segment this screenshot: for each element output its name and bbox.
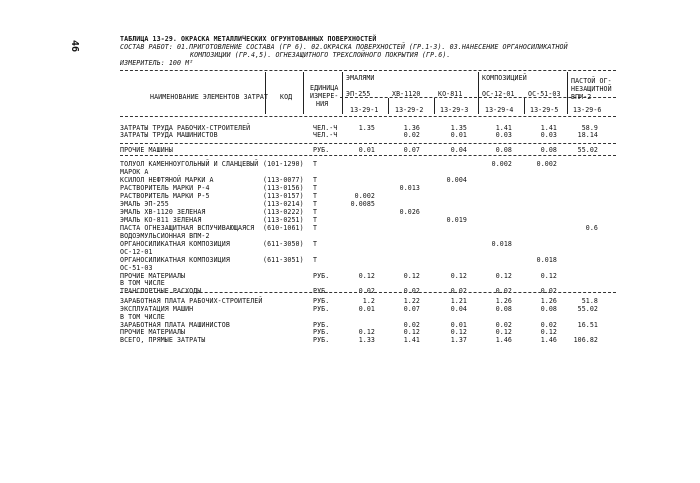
row-name: ЭМАЛЬ ЭП-255 [120,200,169,208]
meter-unit: ИЗМЕРИТЕЛЬ: 100 М² [120,59,194,67]
header-group-enamels: ЭМАЛЯМИ [346,74,375,82]
row-name: ВСЕГО, ПРЯМЫЕ ЗАТРАТЫ [120,336,206,344]
work-composition-line1: СОСТАВ РАБОТ: 01.ПРИГОТОВЛЕНИЕ СОСТАВА (ГР 6). 02.ОКРАСКА ПОВЕРХНОСТЕЙ (ГР.1-3). 03.НАНЕСЕНИЕ ОРГАНОСИЛИКАТНОЙ [120,43,568,51]
row-value-col-3: 0.01 [450,321,467,329]
row-value-col-4: 0.12 [495,328,512,336]
row-unit: Т [313,208,318,216]
row-unit: РУБ. [313,336,330,344]
row-value-col-4: 0.08 [495,146,512,154]
row-code: (113-0156) [263,184,304,192]
row-value-col-1: 1.33 [358,336,375,344]
header-code-5: 13-29-5 [530,106,559,114]
row-value-col-3: 0.02 [450,287,467,295]
row-value-col-1: 0.002 [354,192,375,200]
row-value-col-2: 1.41 [403,336,420,344]
row-value-col-1: 0.02 [358,287,375,295]
row-value-col-2: 0.07 [403,305,420,313]
row-value-col-5: 0.08 [540,146,557,154]
row-value-col-6: 16.51 [577,321,598,329]
page-number: 46 [69,40,80,53]
row-code: (101-1290) [263,160,304,168]
row-name: ЗАРАБОТНАЯ ПЛАТА РАБОЧИХ-СТРОИТЕЛЕЙ [120,297,263,305]
row-value-col-6: 106.82 [573,336,598,344]
row-value-col-1: 1.2 [362,297,375,305]
row-value-col-4: 0.08 [495,305,512,313]
row-name: ОРГАНОСИЛИКАТНАЯ КОМПОЗИЦИЯ [120,256,230,264]
row-unit: Т [313,200,318,208]
header-divider-5 [567,72,568,114]
row-name: РАСТВОРИТЕЛЬ МАРКИ Р-4 [120,184,210,192]
row-value-col-5: 0.018 [536,256,557,264]
row-unit: РУБ. [313,305,330,313]
row-value-col-5: 0.002 [536,160,557,168]
row-name: В ТОМ ЧИСЛЕ [120,279,165,287]
table-title: ТАБЛИЦА 13-29. ОКРАСКА МЕТАЛЛИЧЕСКИХ ОГРУНТОВАННЫХ ПОВЕРХНОСТЕЙ [120,35,377,43]
row-value-col-5: 1.46 [540,336,557,344]
row-unit: РУБ. [313,328,330,336]
row-value-col-2: 0.013 [399,184,420,192]
row-name: РАСТВОРИТЕЛЬ МАРКИ Р-5 [120,192,210,200]
row-value-col-4: 0.12 [495,272,512,280]
header-divider-4 [478,72,479,114]
row-name: МАРОК А [120,168,149,176]
row-value-col-1: 0.01 [358,305,375,313]
row-value-col-2: 0.02 [403,321,420,329]
row-value-col-1: 1.35 [358,124,375,132]
row-name: ЗАТРАТЫ ТРУДА РАБОЧИХ-СТРОИТЕЛЕЙ [120,124,251,132]
header-bottom-rule [120,116,616,117]
header-top-rule [120,70,616,71]
row-value-col-4: 0.018 [491,240,512,248]
work-composition-line2: КОМПОЗИЦИИ (ГР.4,5). ОГНЕЗАЩИТНОГО ТРЕХСЛОЙНОГО ПОКРЫТИЯ (ГР.6). [190,51,451,59]
row-name: ЗАТРАТЫ ТРУДА МАШИНИСТОВ [120,131,218,139]
row-value-col-6: 55.02 [577,146,598,154]
row-value-col-4: 1.26 [495,297,512,305]
row-name: ЭМАЛЬ ХВ-1120 ЗЕЛЕНАЯ [120,208,206,216]
row-value-col-4: 0.002 [491,160,512,168]
header-code-1: 13-29-1 [350,106,379,114]
row-unit: Т [313,256,318,264]
section-rule-1 [120,143,616,144]
row-code: (113-0157) [263,192,304,200]
header-name: НАИМЕНОВАНИЕ ЭЛЕМЕНТОВ ЗАТРАТ [150,93,269,101]
header-col-5: ОС-51-03 [528,90,561,98]
row-value-col-3: 1.21 [450,297,467,305]
row-value-col-5: 0.12 [540,272,557,280]
row-unit: РУБ. [313,146,330,154]
row-unit: Т [313,192,318,200]
row-unit: Т [313,184,318,192]
row-unit: РУБ. [313,272,330,280]
row-value-col-3: 0.12 [450,328,467,336]
header-divider-2 [303,72,304,114]
row-value-col-2: 0.02 [403,131,420,139]
header-col-4: ОС-12-01 [482,90,515,98]
row-value-col-6: 55.02 [577,305,598,313]
header-unit-2: ИЗМЕРЕ- [310,92,339,100]
row-code: (113-0222) [263,208,304,216]
row-name: ОС-12-01 [120,248,153,256]
row-name: В ТОМ ЧИСЛЕ [120,313,165,321]
row-unit: РУБ. [313,297,330,305]
header-divider-3 [342,72,343,114]
row-name: ЭКСПЛУАТАЦИЯ МАШИН [120,305,194,313]
row-value-col-1: 0.12 [358,328,375,336]
section-rule-2 [120,155,616,156]
row-value-col-3: 0.004 [446,176,467,184]
row-value-col-3: 1.35 [450,124,467,132]
row-unit: Т [313,240,318,248]
row-value-col-3: 0.01 [450,131,467,139]
row-unit: Т [313,176,318,184]
header-col-3: КО-811 [438,90,463,98]
row-value-col-2: 1.22 [403,297,420,305]
row-name: КСИЛОЛ НЕФТЯНОЙ МАРКИ А [120,176,214,184]
header-col-2: ХВ-1120 [392,90,421,98]
row-value-col-5: 1.26 [540,297,557,305]
header-group-composition: КОМПОЗИЦИЕЙ [482,74,527,82]
header-group-paste-1: ПАСТОЙ ОГ- [571,77,612,85]
header-col-6: ВПМ-2 [571,93,592,101]
row-value-col-4: 0.03 [495,131,512,139]
row-name: ЗАРАБОТНАЯ ПЛАТА МАШИНИСТОВ [120,321,230,329]
row-unit: Т [313,160,318,168]
header-col-1: ЭП-255 [346,90,371,98]
row-name: ОРГАНОСИЛИКАТНАЯ КОМПОЗИЦИЯ [120,240,230,248]
row-unit: РУБ. [313,287,330,295]
row-value-col-5: 0.02 [540,287,557,295]
row-value-col-1: 0.0085 [350,200,375,208]
row-unit: ЧЕЛ.-Ч [313,124,338,132]
row-name: ПРОЧИЕ МАТЕРИАЛЫ [120,272,186,280]
row-value-col-2: 0.02 [403,287,420,295]
row-name: ПРОЧИЕ МАТЕРИАЛЫ [120,328,186,336]
row-value-col-2: 0.07 [403,146,420,154]
row-name: ПАСТА ОГНЕЗАЩИТНАЯ ВСПУЧИВАЮЩАЯСЯ [120,224,255,232]
header-code: КОД [280,93,293,101]
row-code: (113-0077) [263,176,304,184]
row-value-col-5: 0.12 [540,328,557,336]
row-code: (611-3050) [263,240,304,248]
header-code-4: 13-29-4 [485,106,514,114]
header-unit-1: ЕДИНИЦА [310,84,339,92]
row-value-col-6: 18.14 [577,131,598,139]
header-divider-7 [434,98,435,114]
row-unit: РУБ. [313,321,330,329]
row-value-col-5: 0.08 [540,305,557,313]
row-code: (113-0251) [263,216,304,224]
row-value-col-2: 0.12 [403,272,420,280]
row-value-col-5: 0.03 [540,131,557,139]
row-name: ТРАНСПОРТНЫЕ РАСХОДЫ [120,287,202,295]
header-code-6: 13-29-6 [573,106,602,114]
row-unit: Т [313,224,318,232]
row-name: ВОДОЭМУЛЬСИОННАЯ ВПМ-2 [120,232,210,240]
row-code: (611-3051) [263,256,304,264]
row-value-col-4: 1.41 [495,124,512,132]
row-value-col-4: 0.02 [495,287,512,295]
row-code: (610-1061) [263,224,304,232]
row-name: ПРОЧИЕ МАШИНЫ [120,146,173,154]
header-code-3: 13-29-3 [440,106,469,114]
section-rule-3 [120,292,616,293]
row-value-col-3: 0.12 [450,272,467,280]
row-value-col-3: 0.04 [450,305,467,313]
row-name: ТОЛУОЛ КАМЕННОУГОЛЬНЫЙ И СЛАНЦЕВЫЙ [120,160,259,168]
row-value-col-5: 1.41 [540,124,557,132]
row-value-col-1: 0.12 [358,272,375,280]
row-value-col-6: 51.8 [581,297,598,305]
row-name: ОС-51-03 [120,264,153,272]
row-name: ЭМАЛЬ КО-811 ЗЕЛЕНАЯ [120,216,202,224]
header-group-paste-2: НЕЗАЩИТНОЙ [571,85,612,93]
row-value-col-4: 1.46 [495,336,512,344]
row-value-col-1: 0.01 [358,146,375,154]
row-value-col-2: 1.36 [403,124,420,132]
row-value-col-3: 1.37 [450,336,467,344]
row-value-col-5: 0.02 [540,321,557,329]
row-value-col-2: 0.12 [403,328,420,336]
row-value-col-3: 0.04 [450,146,467,154]
row-code: (113-0214) [263,200,304,208]
header-code-2: 13-29-2 [395,106,424,114]
row-value-col-3: 0.019 [446,216,467,224]
row-value-col-6: 58.9 [581,124,598,132]
row-value-col-6: 0.6 [585,224,598,232]
row-value-col-2: 0.026 [399,208,420,216]
header-divider-8 [524,98,525,114]
header-divider-6 [388,98,389,114]
row-value-col-4: 0.02 [495,321,512,329]
row-unit: Т [313,216,318,224]
header-unit-3: НИЯ [316,100,329,108]
row-unit: ЧЕЛ.-Ч [313,131,338,139]
